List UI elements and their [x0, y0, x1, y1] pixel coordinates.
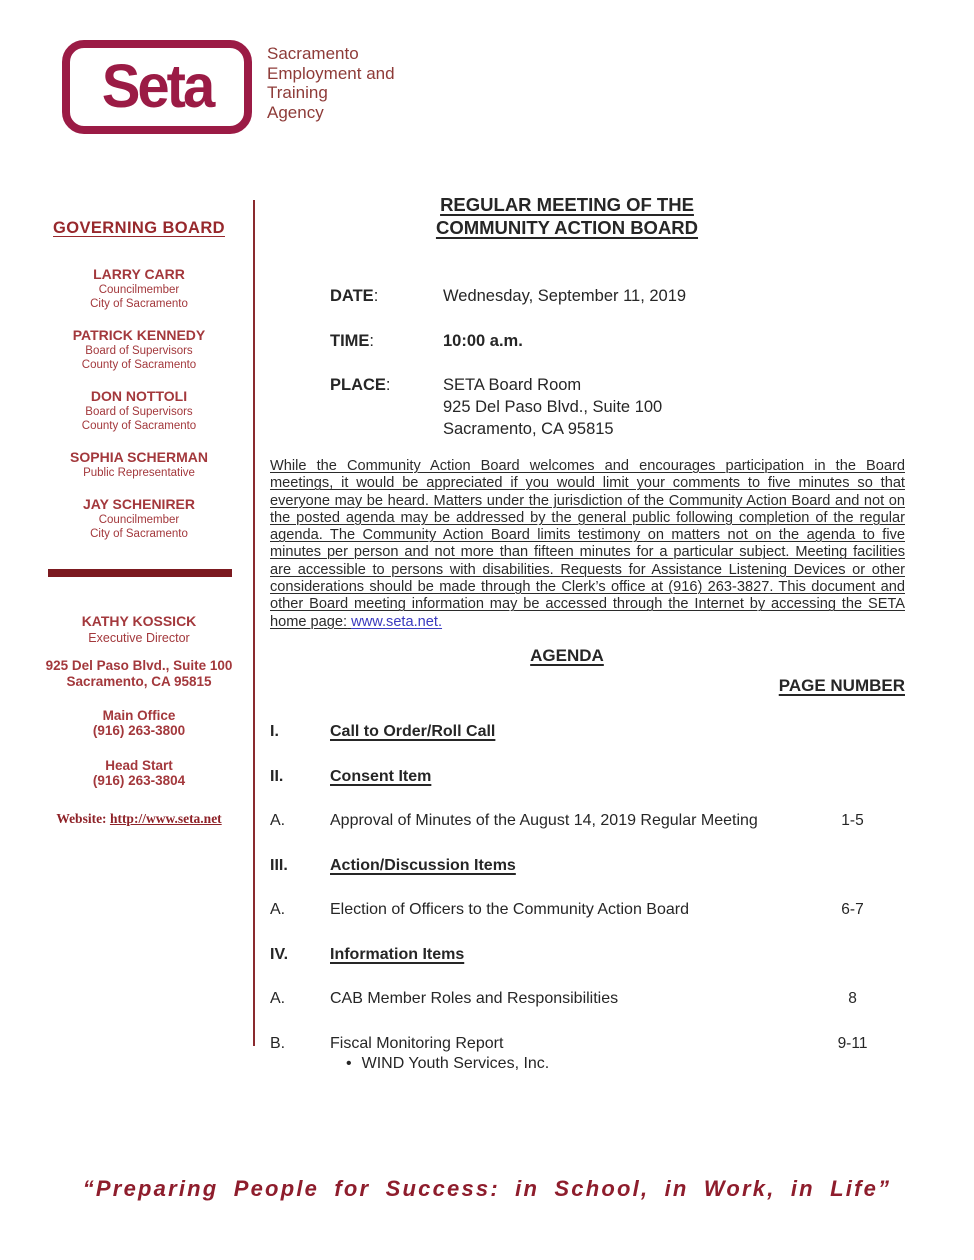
member-name: DON NOTTOLI [90, 388, 188, 404]
agenda-item-fiscal-monitoring [270, 1034, 905, 1075]
sidebar-divider-bar [48, 569, 232, 577]
footer-motto: “Preparing People for Success: in School, in Work, in Life” [82, 1176, 892, 1201]
board-member [40, 388, 238, 433]
agenda-section-title: Information Items [330, 945, 465, 963]
notice-text: While the Community Action Board welcomes and encourages participation in the Board meetings, it would be appreciated if you would limit your comments to five minutes so that everyone may be heard. Matters under the jurisdiction of the Community Action Board and not on the posted agenda may be addressed by the general public following completion of the regular agenda. The Community Action Board limits testimony on matters not on the agenda to five minutes per person and not more than fifteen minutes for a particular subject. Meeting facilities are accessible to persons with disabilities. Requests for Assistance Listening Devices or other considerations should be made through the Clerk’s office at (916) 263-3827. This document and other Board meeting information may be accessed through the Internet by accessing the SETA home page: [270, 458, 905, 630]
agenda-section-title: Call to Order/Roll Call [330, 723, 496, 740]
member-name: LARRY CARR [93, 266, 185, 282]
agenda-item-text: Election of Officers to the Community Action Board [330, 901, 689, 918]
agenda-heading: AGENDA [530, 646, 604, 665]
member-role: Board of Supervisors [85, 406, 193, 418]
page-title [270, 194, 864, 239]
contact-label: Main Office [102, 708, 176, 723]
meeting-place-row [330, 374, 662, 440]
agenda-numeral: I. [270, 723, 279, 740]
agenda-section-information-items [270, 945, 905, 966]
agency-name-line: Sacramento [267, 44, 359, 63]
place-line: SETA Board Room [443, 376, 582, 394]
member-role: Councilmember [98, 514, 180, 526]
member-role: City of Sacramento [90, 298, 188, 310]
place-line: Sacramento, CA 95815 [443, 420, 614, 438]
contact-main-office [40, 708, 238, 738]
agenda-item-cab-member-roles [270, 989, 905, 1010]
agenda-letter: A. [270, 812, 286, 829]
agenda-section-consent-item [270, 767, 905, 788]
agenda-section-call-to-order [270, 722, 905, 743]
agency-contact-panel [40, 612, 238, 827]
place-line: 925 Del Paso Blvd., Suite 100 [443, 398, 663, 416]
agency-name-line: Employment and [267, 63, 395, 83]
agenda-item-text [330, 1034, 800, 1075]
agenda-numeral: III. [270, 856, 288, 874]
main-content [270, 0, 905, 1160]
agenda-letter: A. [270, 901, 286, 918]
notice-seta-link[interactable]: www.seta.net. [351, 613, 443, 630]
board-member [40, 266, 238, 311]
public-participation-notice [270, 458, 905, 631]
bullet-text: WIND Youth Services, Inc. [361, 1055, 550, 1072]
governing-board-panel [40, 219, 238, 557]
time-value: 10:00 a.m. [443, 332, 523, 350]
agenda-sub-bullet [346, 1054, 800, 1075]
date-value: Wednesday, September 11, 2019 [443, 287, 687, 305]
agenda-item-election-of-officers [270, 900, 905, 921]
agenda-pages: 8 [848, 990, 857, 1007]
meeting-time-row [330, 330, 523, 352]
board-member [40, 449, 238, 480]
bullet-icon: • [346, 1055, 352, 1072]
board-member [40, 496, 238, 541]
agenda-pages: 6-7 [841, 901, 864, 918]
member-role: County of Sacramento [81, 420, 197, 432]
page-title-line2: COMMUNITY ACTION BOARD [435, 216, 699, 238]
agency-address [40, 658, 238, 690]
agenda-pages [800, 945, 905, 966]
website-line [40, 811, 238, 827]
seta-logo [62, 40, 252, 134]
agenda-numeral: IV. [270, 945, 289, 963]
time-label: TIME: [330, 332, 375, 350]
contact-phone: (916) 263-3804 [92, 773, 186, 788]
contact-label: Head Start [105, 758, 173, 773]
website-label: Website: [56, 811, 107, 826]
agenda-pages: 1-5 [841, 812, 864, 829]
governing-board-heading: GOVERNING BOARD [53, 219, 225, 237]
seta-logo-text: Seta [101, 52, 213, 121]
agenda-numeral: II. [270, 767, 284, 785]
agenda-section-action-discussion [270, 856, 905, 877]
agenda-item-title: Fiscal Monitoring Report [330, 1034, 504, 1052]
contact-phone: (916) 263-3800 [92, 723, 186, 738]
member-name: SOPHIA SCHERMAN [70, 449, 208, 465]
agenda-pages [800, 722, 905, 743]
agenda-section-title: Consent Item [330, 767, 432, 785]
member-role: City of Sacramento [90, 528, 188, 540]
page-number-heading: PAGE NUMBER [778, 676, 905, 695]
date-label: DATE: [330, 287, 379, 305]
website-link[interactable]: http://www.seta.net [109, 811, 222, 826]
agenda-pages [800, 856, 905, 877]
member-role: Public Representative [83, 467, 195, 479]
agenda-letter: A. [270, 990, 286, 1007]
member-role: County of Sacramento [81, 359, 197, 371]
agenda-pages [800, 767, 905, 788]
member-name: JAY SCHENIRER [82, 496, 196, 512]
agenda-item-text: CAB Member Roles and Responsibilities [330, 990, 619, 1007]
address-line: Sacramento, CA 95815 [66, 674, 212, 689]
meeting-date-row [330, 285, 686, 307]
member-role: Board of Supervisors [85, 345, 193, 357]
agenda-list [270, 722, 905, 1099]
page-title-line1: REGULAR MEETING OF THE [440, 194, 694, 215]
director-title: Executive Director [88, 631, 190, 645]
agenda-pages: 9-11 [837, 1034, 868, 1052]
member-role: Councilmember [98, 284, 180, 296]
place-label: PLACE: [330, 376, 391, 394]
agency-name-line: Training [267, 83, 328, 102]
address-line: 925 Del Paso Blvd., Suite 100 [45, 658, 233, 673]
agency-name-line: Agency [267, 102, 324, 122]
director-name: KATHY KOSSICK [81, 613, 197, 629]
board-member [40, 327, 238, 372]
agenda-item-text: Approval of Minutes of the August 14, 2019 Regular Meeting [330, 812, 758, 829]
vertical-rule [253, 200, 255, 1046]
contact-head-start [40, 758, 238, 788]
agenda-letter: B. [270, 1034, 286, 1052]
agenda-item-approval-of-minutes [270, 811, 905, 832]
agenda-section-title: Action/Discussion Items [330, 856, 516, 874]
place-value [443, 374, 662, 440]
member-name: PATRICK KENNEDY [72, 327, 206, 343]
